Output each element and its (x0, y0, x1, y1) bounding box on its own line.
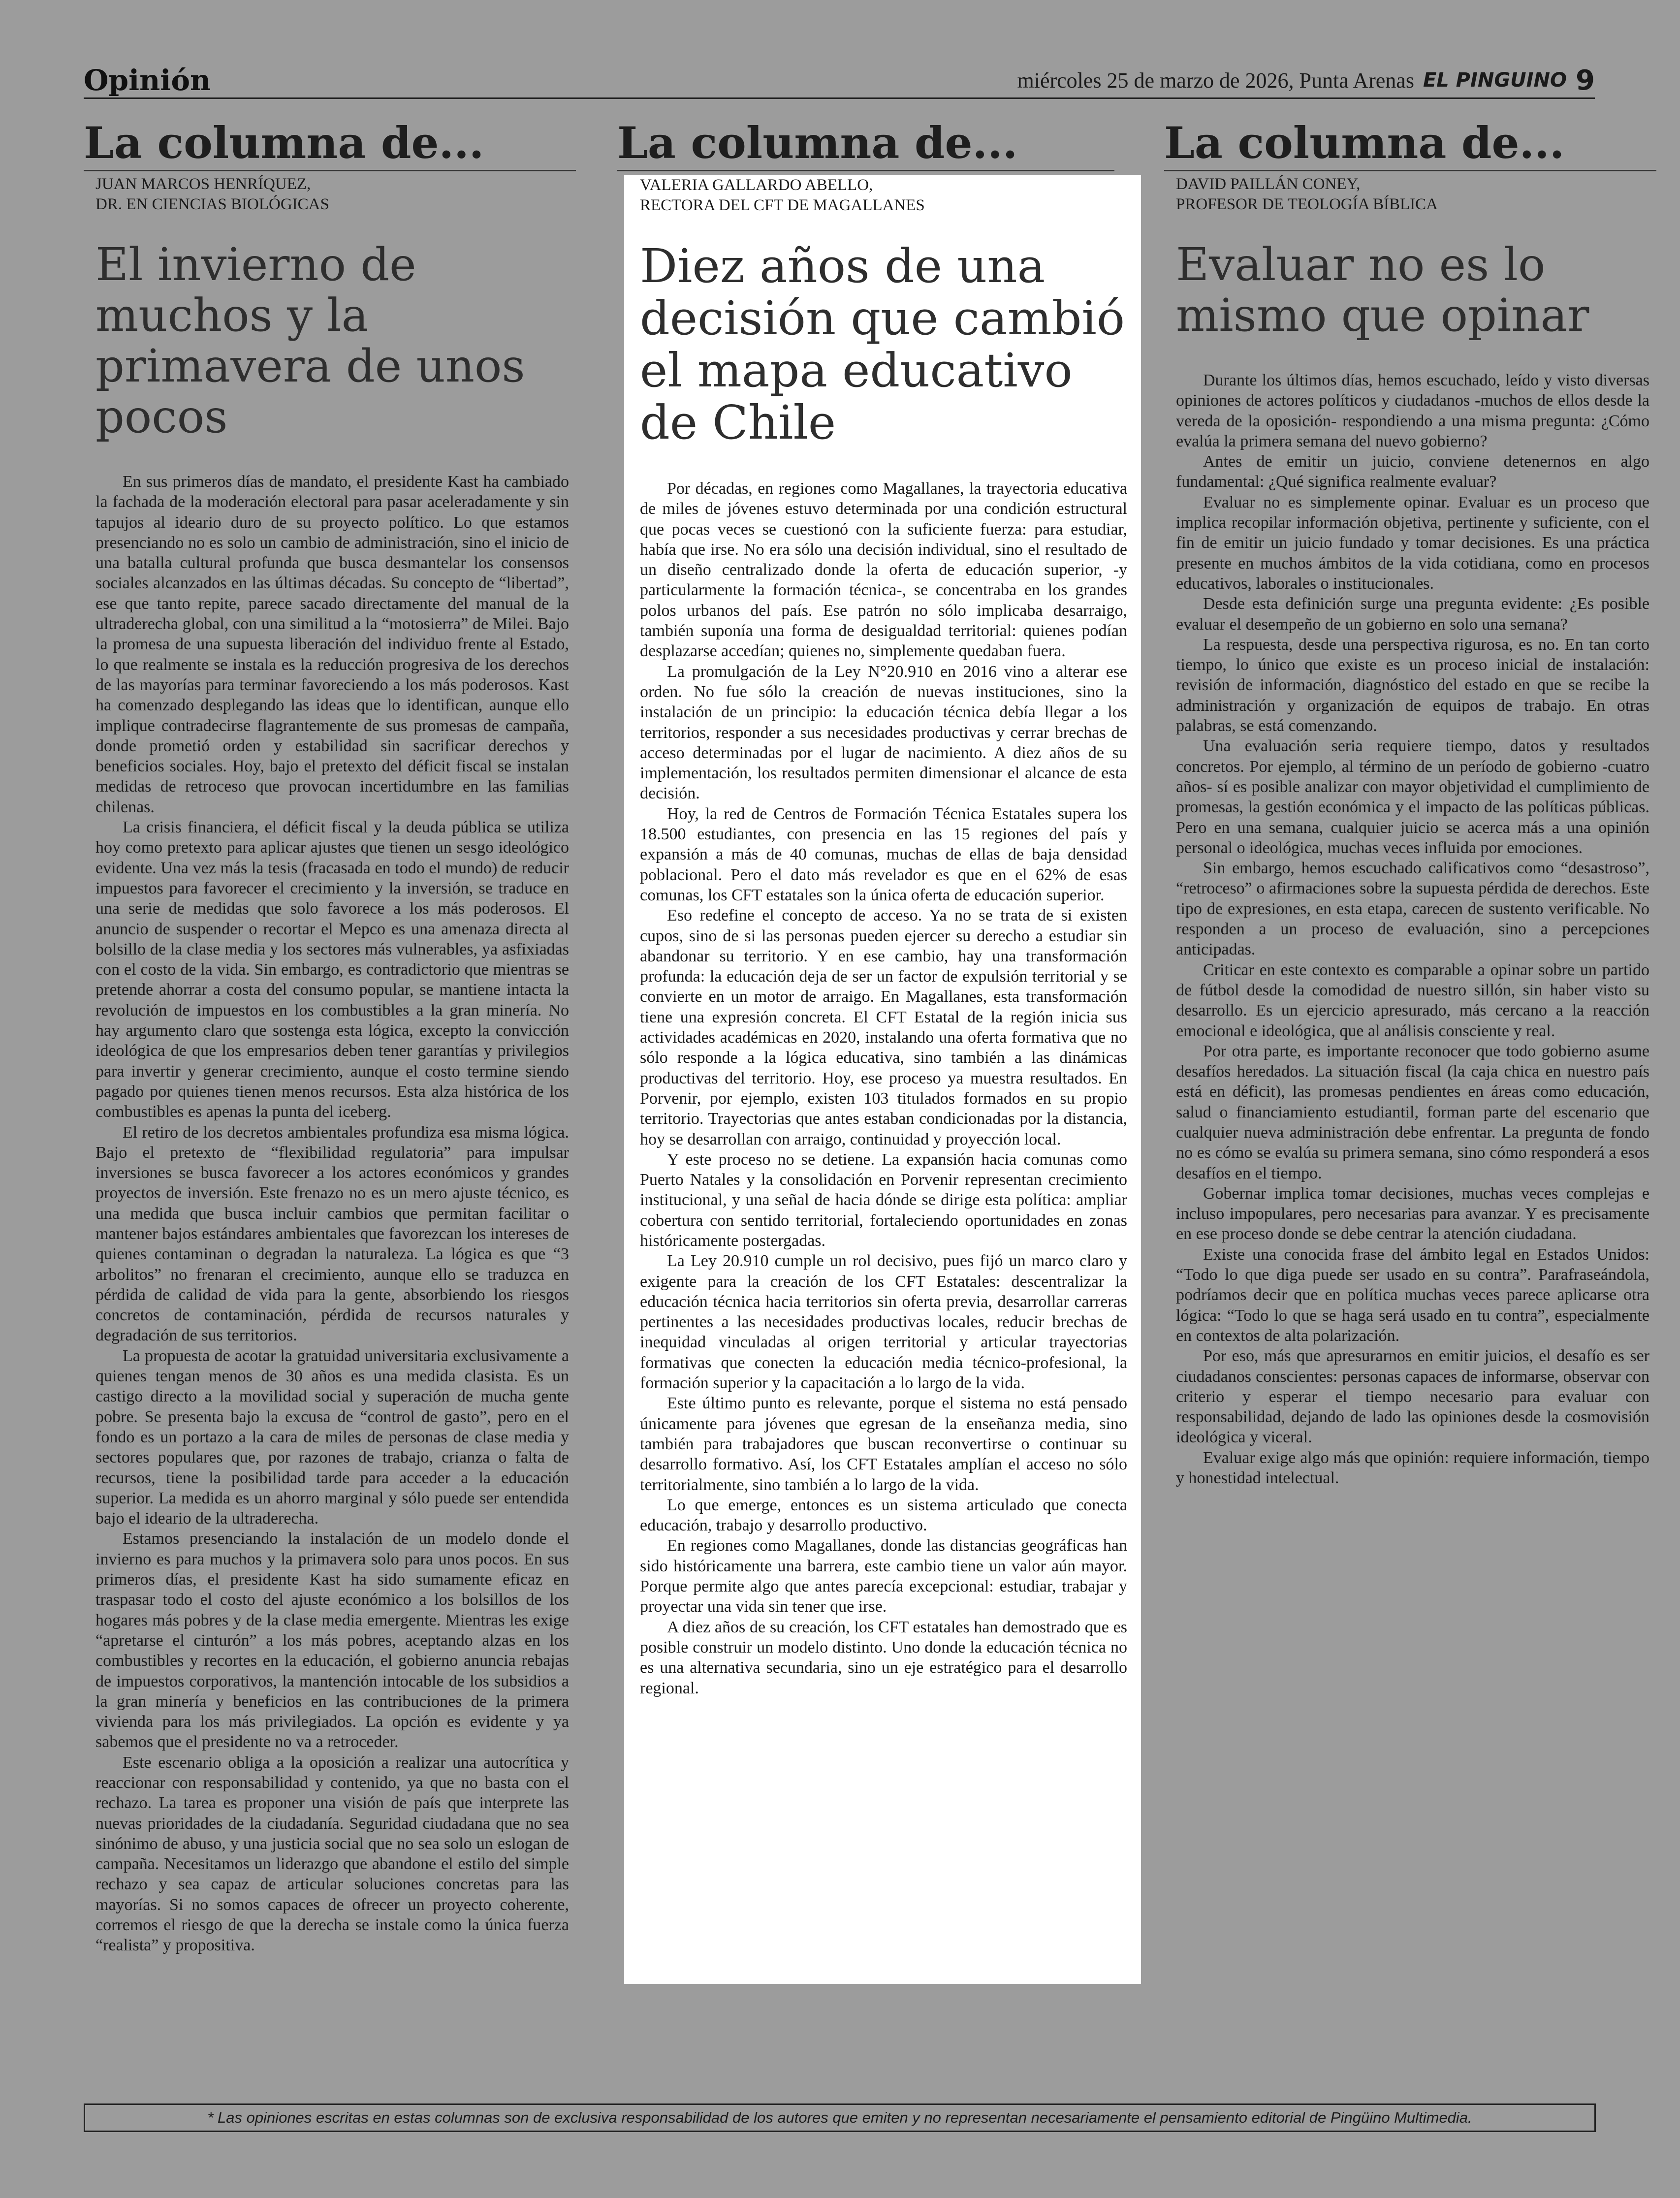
author-role: RECTORA DEL CFT DE MAGALLANES (640, 196, 925, 214)
paragraph: Criticar en este contexto es comparable a opinar sobre un partido de fútbol desde la comodidad de nuestro sillón, sin haber visto su desarrollo. Es un ejercicio apresurado, más cercano a la reacción emocional e ideológica, que al análisis consciente y real. (1176, 960, 1649, 1040)
paragraph: Por eso, más que apresurarnos en emitir juicios, el desafío es ser ciudadanos conscientes: personas capaces de informarse, observar con criterio y esperar el tiempo necesario para evaluar con responsabilidad, dejando de lado las opiniones desde la cosmovisión ideológica y viceral. (1176, 1347, 1649, 1447)
paragraph: La propuesta de acotar la gratuidad universitaria exclusivamente a quienes tengan menos de 30 años es una medida clasista. Es un castigo directo a la movilidad social y superación de mucha gente pobre. Se presenta bajo la excusa de “control de gasto”, pero en el fondo es un portazo a la cara de miles de personas de clase media y sectores populares que, por razones de trabajo, crianza o falta de recursos, tiene la posibilidad tarde para acceder a la educación superior. La medida es un ahorro marginal y sólo puede ser entendida bajo el ideario de la ultraderecha. (95, 1346, 569, 1528)
paragraph: La promulgación de la Ley N°20.910 en 2016 vino a alterar ese orden. No fue sólo la creación de nuevas instituciones, sino la instalación de un principio: la educación técnica debía llegar a los territorios, responder a sus necesidades productivas y cerrar brechas de acceso determinadas por el lugar de nacimiento. A diez años de su implementación, los resultados permiten dimensionar el alcance de esta decisión. (640, 662, 1127, 803)
author-byline (95, 174, 576, 215)
opinion-column-1 (84, 116, 576, 1956)
page-header (84, 63, 1595, 99)
column-title: La columna de... (84, 117, 484, 168)
paragraph: Eso redefine el concepto de acceso. Ya no se trata de si existen cupos, sino de si las personas pueden ejercer su derecho a estudiar sin abandonar su territorio. Y en ese cambio, hay una transformación profunda: la educación deja de ser un factor de expulsión territorial y se convierte en un motor de arraigo. En Magallanes, esta transformación tiene una expresión concreta. El CFT Estatal de la región inicia sus actividades académicas en 2020, instalando una oferta formativa que no sólo responde a la lógica educativa, sino también a las dinámicas productivas del territorio. Hoy, ese proceso ya muestra resultados. En Porvenir, por ejemplo, existen 103 titulados formados en su propio territorio. Trayectorias que antes estaban condicionadas por la distancia, hoy se desarrollan con arraigo, continuidad y proyección local. (640, 906, 1127, 1148)
column-title: La columna de... (1164, 117, 1565, 168)
paragraph: Evaluar no es simplemente opinar. Evaluar es un proceso que implica recopilar información objetiva, pertinente y suficiente, con el fin de emitir un juicio fundado y tomar decisiones. Es una práctica presente en muchos ámbitos de la vida cotidiana, como en procesos educativos, laborales o institucionales. (1176, 493, 1649, 593)
paragraph: El retiro de los decretos ambientales profundiza esa misma lógica. Bajo el pretexto de “flexibilidad regulatoria” para impulsar inversiones se busca favorecer a los actores económicos y grandes proyectos de inversión. Este frenazo no es un mero ajuste técnico, es una medida que busca incluir cambios que permitan facilitar o mantener bajos estándares ambientales que favorezcan los intereses de quienes contaminan o degradan la naturaleza. La lógica es que “3 arbolitos” no frenaran el crecimiento, aunque ello se traduzca en pérdida de calidad de vida para la gente, absorbiendo los riesgos concretos de contaminación, pérdida de recursos naturales y degradación de sus territorios. (95, 1123, 569, 1345)
author-role: DR. EN CIENCIAS BIOLÓGICAS (95, 195, 329, 213)
paragraph: Gobernar implica tomar decisiones, muchas veces complejas e incluso impopulares, pero necesarias para avanzar. Y es precisamente en ese proceso donde se debe centrar la atención ciudadana. (1176, 1184, 1649, 1243)
article-body (1176, 370, 1649, 1488)
paragraph: Este escenario obliga a la oposición a realizar una autocrítica y reaccionar con responsabilidad y contenido, ya que no basta con el rechazo. La tarea es proponer una visión de país que interprete las nuevas prioridades de la ciudadanía. Seguridad ciudadana que no sea sinónimo de abuso, y una justicia social que no sea solo un eslogan de campaña. Necesitamos un liderazgo que abandone el estilo del simple rechazo y sea capaz de articular soluciones concretas para las mayorías. Si no somos capaces de ofrecer un proyecto coherente, corremos el riesgo de que la derecha se instale como la única fuerza “realista” y propositiva. (95, 1753, 569, 1955)
paragraph: Durante los últimos días, hemos escuchado, leído y visto diversas opiniones de actores políticos y ciudadanos -muchos de ellos desde la vereda de la oposición- respondiendo a una misma pregunta: ¿Cómo evalúa la primera semana del nuevo gobierno? (1176, 371, 1649, 450)
date-place: miércoles 25 de marzo de 2026, Punta Arenas (1017, 68, 1414, 93)
paragraph: Este último punto es relevante, porque el sistema no está pensado únicamente para jóvenes que egresan de la enseñanza media, sino también para trabajadores que buscan reconvertirse o continuar su desarrollo formativo. Así, los CFT Estatales amplían el acceso no sólo territorialmente, sino también a lo largo de la vida. (640, 1394, 1127, 1494)
paragraph: Lo que emerge, entonces es un sistema articulado que conecta educación, trabajo y desarrollo productivo. (640, 1496, 1127, 1535)
article-headline: El invierno de muchos y la primavera de unos pocos (95, 238, 525, 443)
paragraph: En sus primeros días de mandato, el presidente Kast ha cambiado la fachada de la moderación electoral para pasar aceleradamente y sin tapujos al ideario duro de su proyecto político. Lo que estamos presenciando no es solo un cambio de administración, sino el inicio de una batalla cultural profunda que busca desmantelar los consensos sociales alcanzados en las últimas décadas. Su concepto de “libertad”, ese que tanto repite, parece sacado directamente del manual de la ultraderecha global, con una similitud a la “motosierra” de Milei. Bajo la promesa de una supuesta liberación del individuo frente al Estado, lo que realmente se instala es la reducción progresiva de los derechos de las mayorías para terminar favoreciendo a los más poderosos. Kast ha comenzado desplegando las ideas que lo identifican, aunque ello implique contradecirse flagrantemente de sus promesas de campaña, donde prometió orden y estabilidad sin sacrificar derechos y beneficios sociales. Hoy, bajo el pretexto del déficit fiscal se instalan medidas de retroceso que provocan incertidumbre en las familias chilenas. (95, 473, 569, 816)
opinion-column-2 (617, 117, 1141, 1984)
paragraph: Y este proceso no se detiene. La expansión hacia comunas como Puerto Natales y la consolidación en Porvenir representan crecimiento institucional, y una señal de hacia dónde se dirige esta política: ampliar cobertura con sentido territorial, fortaleciendo oportunidades en zonas históricamente postergadas. (640, 1150, 1127, 1250)
paragraph: Antes de emitir un juicio, conviene detenernos en algo fundamental: ¿Qué significa realmente evaluar? (1176, 452, 1649, 491)
disclaimer-text: * Las opiniones escritas en estas columnas son de exclusiva responsabilidad de los autores que emiten y no representan necesariamente el pensamiento editorial de Pingüino Multimedia. (207, 2109, 1472, 2126)
paragraph: Por décadas, en regiones como Magallanes, la trayectoria educativa de miles de jóvenes estuvo determinada por una condición estructural que pocas veces se cuestionó con la suficiente fuerza: para estudiar, había que irse. No era sólo una decisión individual, sino el resultado de un diseño centralizado donde la oferta de educación superior, -y particularmente la formación técnica-, se concentraba en los grandes polos urbanos del país. Ese patrón no sólo implicaba desarraigo, también suponía una forma de desigualdad territorial: quienes podían desplazarse accedían; quienes no, simplemente quedaban fuera. (640, 479, 1127, 661)
article-body (95, 472, 569, 1956)
paragraph: Existe una conocida frase del ámbito legal en Estados Unidos: “Todo lo que diga puede ser usado en su contra”. Parafraseándola, podríamos decir que en política muchas veces parece aplicarse otra lógica: “Todo lo que se haga será usado en tu contra”, especialmente en contextos de alta polarización. (1176, 1245, 1649, 1345)
paragraph: A diez años de su creación, los CFT estatales han demostrado que es posible construir un modelo distinto. Uno donde la educación técnica no es una alternativa secundaria, sino un eje estratégico para el desarrollo regional. (640, 1618, 1127, 1697)
article-headline: Evaluar no es lo mismo que opinar (1176, 238, 1589, 342)
paragraph: La respuesta, desde una perspectiva rigurosa, es no. En tan corto tiempo, lo único que existe es un proceso inicial de instalación: revisión de información, diagnóstico del estado en que se recibe la administración y organización de equipos de trabajo. En otras palabras, se está comenzando. (1176, 635, 1649, 735)
author-name: DAVID PAILLÁN CONEY, (1176, 175, 1361, 193)
author-role: PROFESOR DE TEOLOGÍA BÍBLICA (1176, 195, 1438, 213)
paragraph: Estamos presenciando la instalación de un modelo donde el invierno es para muchos y la primavera solo para unos pocos. En sus primeros días, el presidente Kast ha sido sumamente eficaz en traspasar todo el costo del ajuste económico a los bolsillos de los hogares más pobres y de la clase media emergente. Mientras les exige “apretarse el cinturón” a los más pobres, aceptando alzas en los combustibles y recortes en la educación, el gobierno anuncia rebajas de impuestos corporativos, la mantención intocable de los subsidios a la gran minería y beneficios en las contribuciones de la primera vivienda para los más privilegiados. La opción es evidente y ya sabemos que el presidente no va a retroceder. (95, 1529, 569, 1752)
author-name: JUAN MARCOS HENRÍQUEZ, (95, 175, 311, 193)
column-title: La columna de... (617, 117, 1018, 168)
page-number: 9 (1576, 64, 1595, 96)
column-rule (84, 170, 576, 171)
header-info (1017, 63, 1595, 97)
paragraph: La Ley 20.910 cumple un rol decisivo, pues fijó un marco claro y exigente para la creación de los CFT Estatales: descentralizar la educación técnica hacia territorios sin oferta previa, desarrollar carreras pertinentes a las necesidades productivas locales, reducir brechas de inequidad vinculadas al origen territorial y articular trayectorias formativas que conecten la educación media técnico-profesional, la formación superior y la capacitación a lo largo de la vida. (640, 1252, 1127, 1393)
paragraph: Desde esta definición surge una pregunta evidente: ¿Es posible evaluar el desempeño de un gobierno en solo una semana? (1176, 595, 1649, 634)
opinion-column-3 (1164, 116, 1656, 1488)
column-rule (1164, 170, 1656, 171)
paragraph: Una evaluación seria requiere tiempo, datos y resultados concretos. Por ejemplo, al término de un período de gobierno -cuatro años- sí es posible analizar con mayor objetividad el cumplimiento de promesas, la gestión económica y el impacto de las políticas públicas. Pero en una semana, cualquier juicio se acerca más a una opinión personal o ideológica, muchas veces influida por emociones. (1176, 737, 1649, 857)
paragraph: Hoy, la red de Centros de Formación Técnica Estatales supera los 18.500 estudiantes, con presencia en las 15 regiones del país y expansión a más de 40 comunas, muchas de ellas de baja densidad poblacional. Pero el dato más revelador es que en el 62% de esas comunas, los CFT estatales son la única oferta de educación superior. (640, 804, 1127, 904)
article-headline: Diez años de una decisión que cambió el mapa educativo de Chile (640, 239, 1125, 450)
paragraph: Evaluar exige algo más que opinión: requiere información, tiempo y honestidad intelectual. (1176, 1448, 1649, 1488)
article-body (640, 478, 1127, 1698)
paragraph: Por otra parte, es importante reconocer que todo gobierno asume desafíos heredados. La situación fiscal (la caja chica en nuestro país está en déficit), las promesas pendientes en áreas como educación, salud o financiamiento estudiantil, forman parte del escenario que cualquier nueva administración debe enfrentar. La pregunta de fondo no es cómo se evalúa su primera semana, sino cómo responderá a esos desafíos en el tiempo. (1176, 1042, 1649, 1182)
section-title: Opinión (84, 64, 211, 97)
paragraph: La crisis financiera, el déficit fiscal y la deuda pública se utiliza hoy como pretexto para aplicar ajustes que tienen un sesgo ideológico evidente. Una vez más la tesis (fracasada en todo el mundo) de reducir impuestos para favorecer el crecimiento y la inversión, se traduce en una serie de medidas que solo favorece a los más poderosos. El anuncio de suspender o recortar el Mepco es una amenaza directa al bolsillo de la clase media y los sectores más vulnerables, ya asfixiadas con el costo de la vida. Sin embargo, es contradictorio que mientras se pretende ahorrar a costa del consumo popular, se mantiene intacta la revolución de impuestos en los combustibles a la gran minería. No hay argumento claro que sostenga esta lógica, excepto la convicción ideológica de que los empresarios deben tener garantías y privilegios para invertir y generar crecimiento, aunque el costo termine siendo pagado por quienes tienen menos recursos. Esta alza histórica de los combustibles es apenas la punta del iceberg. (95, 818, 569, 1121)
paragraph: En regiones como Magallanes, donde las distancias geográficas han sido históricamente una barrera, este cambio tiene un valor aún mayor. Porque permite algo que antes parecía excepcional: estudiar, trabajar y proyectar una vida sin tener que irse. (640, 1536, 1127, 1616)
brand-logo: EL PINGUINO (1423, 69, 1567, 92)
paragraph: Sin embargo, hemos escuchado calificativos como “desastroso”, “retroceso” o afirmaciones sobre la supuesta pérdida de derechos. Este tipo de expresiones, en esta etapa, carecen de sustento verificable. No responden a un proceso de evaluación, sino a percepciones anticipadas. (1176, 859, 1649, 959)
author-byline (640, 175, 1141, 216)
disclaimer-box (84, 2103, 1596, 2132)
column-rule (617, 170, 1114, 171)
author-name: VALERIA GALLARDO ABELLO, (640, 176, 873, 194)
author-byline (1176, 174, 1656, 215)
